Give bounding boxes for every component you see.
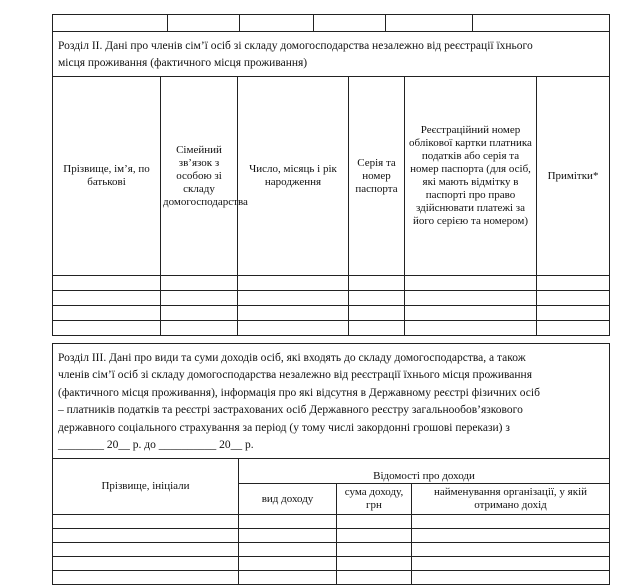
table-cell[interactable] <box>314 15 386 32</box>
table-row <box>53 321 610 336</box>
col-header-family-relation: Сімейний зв’язок з особою зі складу домогосподарства <box>161 77 238 276</box>
table-row <box>53 557 610 571</box>
table-cell[interactable] <box>240 15 314 32</box>
section-2-table <box>52 31 610 336</box>
col-header-organization: найменування організації, у якій отримано дохід <box>412 484 610 515</box>
table-cell[interactable] <box>239 571 337 585</box>
table-cell[interactable] <box>161 321 238 336</box>
table-cell[interactable] <box>337 529 412 543</box>
section-2-header-row <box>53 77 610 276</box>
section-2-title-line: Розділ ІІ. Дані про членів сім’ї осіб зі складу домогосподарства незалежно від реєстрації їхнього <box>58 40 533 52</box>
table-cell[interactable] <box>412 571 610 585</box>
section-3-title-line: державного соціального страхування за період (у тому числі закордонні грошові перекази) з <box>58 421 510 434</box>
table-cell[interactable] <box>386 15 473 32</box>
table-cell[interactable] <box>349 306 405 321</box>
table-cell[interactable] <box>349 321 405 336</box>
table-cell[interactable] <box>53 276 161 291</box>
table-cell[interactable] <box>161 291 238 306</box>
section-3-title-line: членів сім’ї осіб зі складу домогосподарства незалежно від реєстрації їхнього місця проживання <box>58 369 532 382</box>
col-header-income-amount: сума доходу, грн <box>337 484 412 515</box>
section-3-header-row <box>53 459 610 484</box>
section-2-heading <box>53 32 610 77</box>
table-row <box>53 276 610 291</box>
table-cell[interactable] <box>53 557 239 571</box>
table-cell[interactable] <box>337 515 412 529</box>
table-cell[interactable] <box>405 306 537 321</box>
table-cell[interactable] <box>349 276 405 291</box>
table-cell[interactable] <box>161 276 238 291</box>
table-cell[interactable] <box>412 543 610 557</box>
section-3-period-line: ________ 20__ р. до __________ 20__ р. <box>58 439 254 452</box>
col-header-notes: Примітки* <box>537 77 610 276</box>
table-cell[interactable] <box>53 571 239 585</box>
table-cell[interactable] <box>53 15 168 32</box>
table-row <box>53 291 610 306</box>
table-cell[interactable] <box>168 15 240 32</box>
col-header-full-name: Прізвище, ім’я, по батькові <box>53 77 161 276</box>
section-2-title-line: місця проживання (фактичного місця проживання) <box>58 57 308 69</box>
table-cell[interactable] <box>337 571 412 585</box>
table-cell[interactable] <box>239 543 337 557</box>
table-cell[interactable] <box>238 291 349 306</box>
table-cell[interactable] <box>337 557 412 571</box>
col-header-income-info: Відомості про доходи <box>239 459 610 484</box>
table-cell[interactable] <box>473 15 610 32</box>
section-3-title-line: (фактичного місця проживання), інформація про які відсутня в Державному реєстрі фізичних осіб <box>58 386 540 399</box>
table-cell[interactable] <box>405 321 537 336</box>
previous-table-fragment <box>52 14 610 32</box>
section-3-heading <box>53 344 610 459</box>
col-header-tax-number: Реєстраційний номер облікової картки платника податків або серія та номер паспорта (для осіб, які мають відмітку в паспорті про право здійснювати платежі за його серією та номером) <box>405 77 537 276</box>
table-cell[interactable] <box>53 306 161 321</box>
table-row <box>53 543 610 557</box>
table-cell[interactable] <box>239 529 337 543</box>
table-cell[interactable] <box>537 321 610 336</box>
table-cell[interactable] <box>238 321 349 336</box>
col-header-income-type: вид доходу <box>239 484 337 515</box>
table-cell[interactable] <box>239 515 337 529</box>
table-cell[interactable] <box>53 321 161 336</box>
table-cell[interactable] <box>239 557 337 571</box>
table-row <box>53 515 610 529</box>
table-cell[interactable] <box>537 276 610 291</box>
table-cell[interactable] <box>349 291 405 306</box>
section-3-title-line: – платників податків та реєстрі застрахованих осіб Державного реєстру загальнообов’язкового <box>58 404 523 417</box>
section-3-table <box>52 343 610 585</box>
table-cell[interactable] <box>238 276 349 291</box>
table-cell[interactable] <box>412 529 610 543</box>
table-row <box>53 15 610 32</box>
table-row <box>53 306 610 321</box>
table-row <box>53 529 610 543</box>
table-cell[interactable] <box>53 291 161 306</box>
col-header-name-initials: Прізвище, ініціали <box>53 459 239 515</box>
table-cell[interactable] <box>161 306 238 321</box>
table-cell[interactable] <box>405 276 537 291</box>
table-cell[interactable] <box>537 291 610 306</box>
table-cell[interactable] <box>337 543 412 557</box>
table-cell[interactable] <box>238 306 349 321</box>
col-header-passport: Серія та номер паспорта <box>349 77 405 276</box>
table-cell[interactable] <box>53 529 239 543</box>
section-3-title-line: Розділ ІІІ. Дані про види та суми доходів осіб, які входять до складу домогосподарства, а також <box>58 352 526 364</box>
table-cell[interactable] <box>412 557 610 571</box>
table-cell[interactable] <box>53 515 239 529</box>
col-header-birth-date: Число, місяць і рік народження <box>238 77 349 276</box>
table-cell[interactable] <box>53 543 239 557</box>
table-cell[interactable] <box>412 515 610 529</box>
table-cell[interactable] <box>405 291 537 306</box>
table-cell[interactable] <box>537 306 610 321</box>
table-row <box>53 571 610 585</box>
